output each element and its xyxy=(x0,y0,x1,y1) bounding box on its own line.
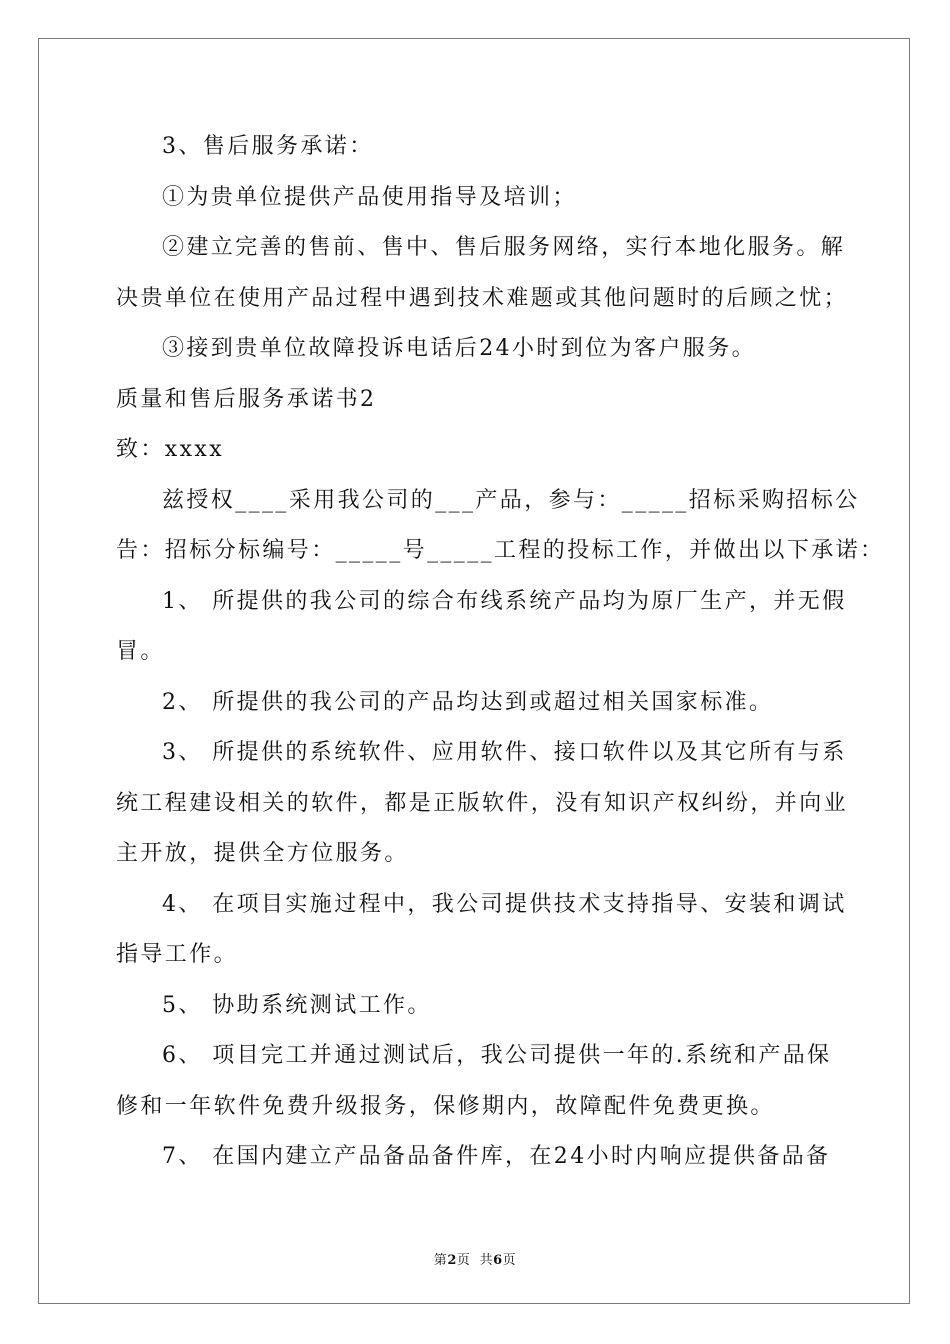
text-line: 6、 项目完工并通过测试后，我公司提供一年的.系统和产品保 xyxy=(162,1043,832,1068)
text-line: 3、售后服务承诺： xyxy=(162,134,374,159)
text-line: 兹授权____采用我公司的___产品，参与：_____招标采购招标公 xyxy=(162,487,860,513)
text-line: 修和一年软件免费升级报务，保修期内，故障配件免费更换。 xyxy=(116,1093,775,1119)
text-line: 4、 在项目实施过程中，我公司提供技术支持指导、安装和调试 xyxy=(162,891,847,917)
text-line: ③接到贵单位故障投诉电话后24小时到位为客户服务。 xyxy=(162,336,756,361)
page-current: 2 xyxy=(447,1253,457,1268)
text-line: 2、 所提供的我公司的产品均达到或超过相关国家标准。 xyxy=(162,689,774,715)
page-label-mid: 页 共 xyxy=(456,1253,494,1268)
text-line: 7、 在国内建立产品备品备件库，在24小时内响应提供备品备 xyxy=(162,1144,831,1169)
section-title: 质量和售后服务承诺书2 xyxy=(116,386,377,412)
text-line: 告：招标分标编号：_____号_____工程的投标工作，并做出以下承诺： xyxy=(116,538,885,563)
text-line: 冒。 xyxy=(116,639,165,664)
text-line: 指导工作。 xyxy=(116,942,239,967)
page-number-footer xyxy=(0,1249,950,1268)
page-total: 6 xyxy=(493,1253,503,1268)
text-line: 3、 所提供的系统软件、应用软件、接口软件以及其它所有与系 xyxy=(162,740,847,765)
page-label-prefix: 第 xyxy=(433,1253,448,1268)
text-line: 1、 所提供的我公司的综合布线系统产品均为原厂生产，并无假 xyxy=(162,588,847,614)
text-line: 统工程建设相关的软件，都是正版软件，没有知识产权纠纷，并向业 xyxy=(116,790,849,816)
text-line: ①为贵单位提供产品使用指导及培训； xyxy=(162,184,577,210)
document-body xyxy=(116,122,885,1183)
addressee: 致：xxxx xyxy=(116,437,225,462)
page-label-suffix: 页 xyxy=(502,1253,517,1268)
text-line: 5、 协助系统测试工作。 xyxy=(162,992,432,1018)
text-line: ②建立完善的售前、售中、售后服务网络，实行本地化服务。解 xyxy=(162,235,846,260)
text-line: 决贵单位在使用产品过程中遇到技术难题或其他问题时的后顾之忧； xyxy=(116,285,849,311)
text-line: 主开放，提供全方位服务。 xyxy=(116,841,409,866)
